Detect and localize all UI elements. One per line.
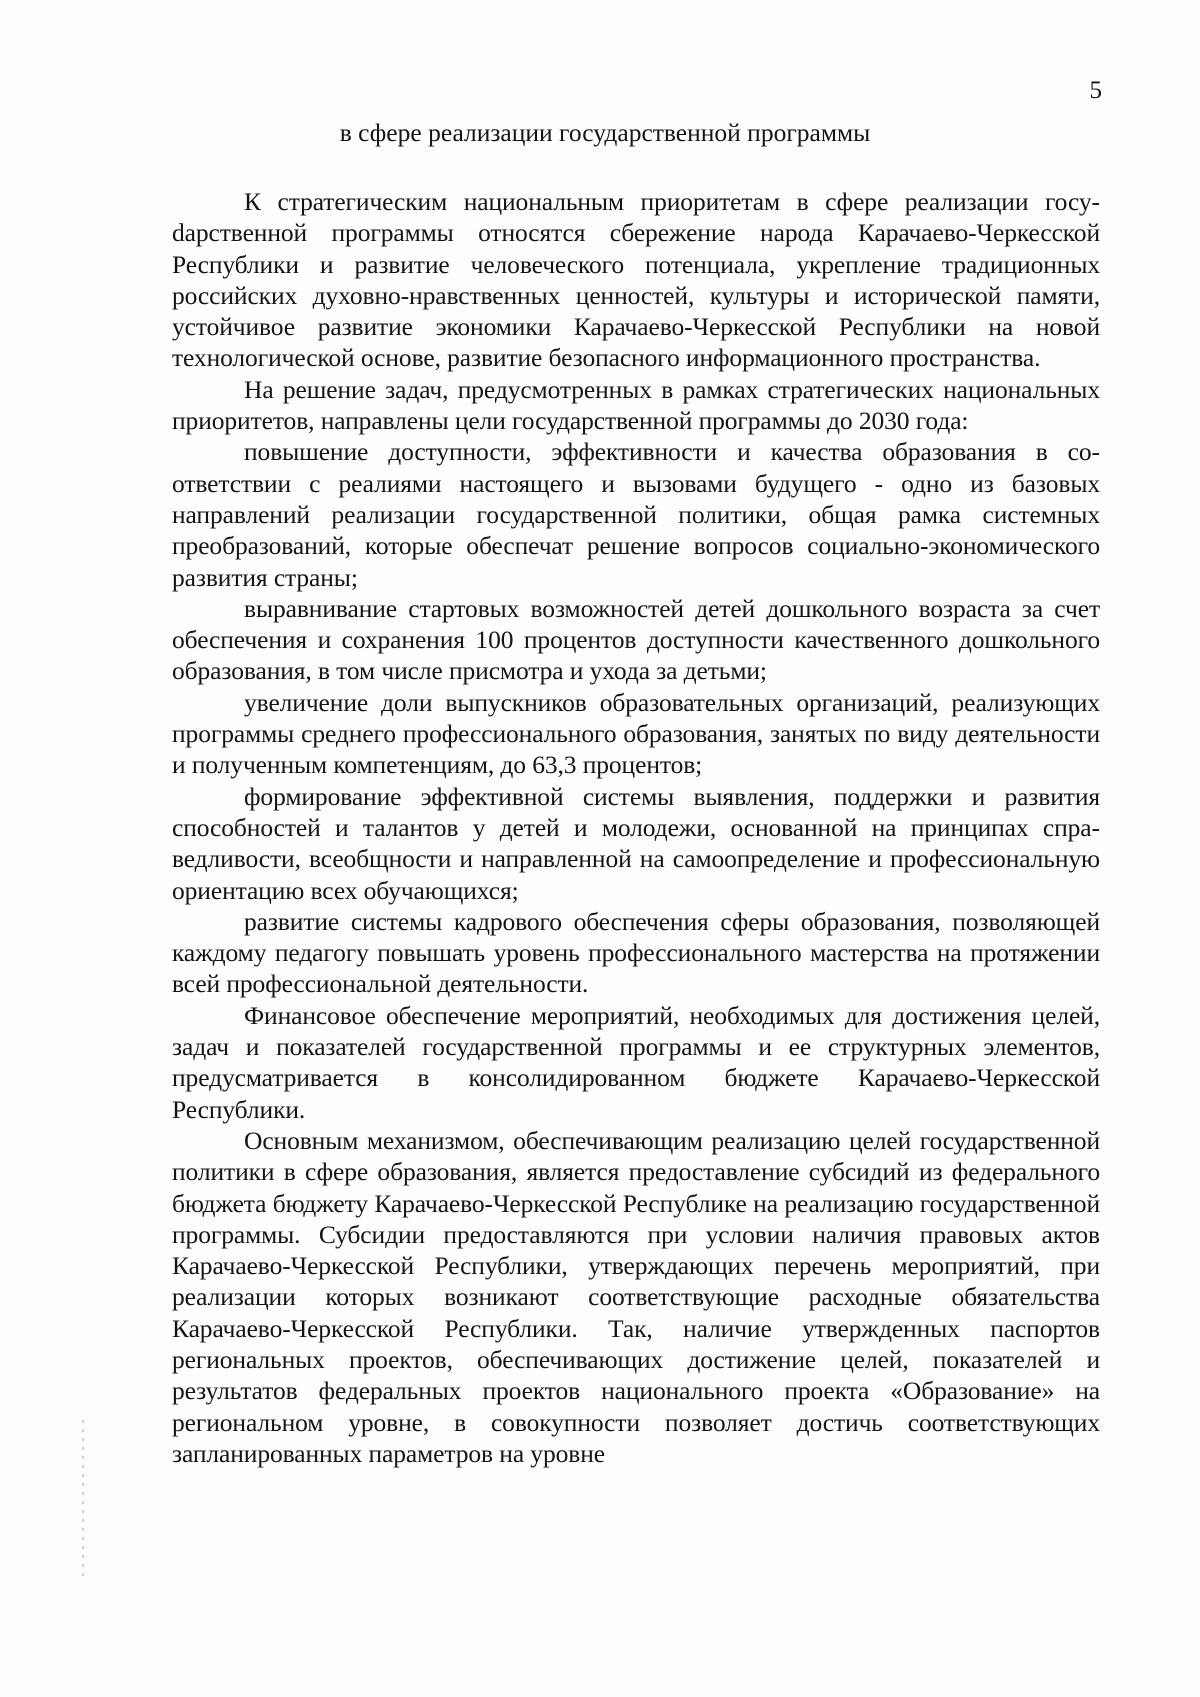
paragraph-goal-talents: формирование эффективной системы выявления, поддержки и развития способностей и талантов у детей и молодежи, основанной на принципах справедливости, всеобщности и направленной на самоопределение и профессиональную ориентацию всех обучающихся; xyxy=(172,781,1100,905)
paragraph-financing: Финансовое обеспечение мероприятий, необходимых для достижения целей, задач и показателей государственной программы и ее структурных элементов, предусматривается в консолидированном бюджете Карачаево-Черкесской Республики. xyxy=(172,1000,1100,1124)
paragraph-priorities: К стратегическим национальным приоритетам в сфере реализации госуdарственной программы относятся сбережение народа Карачаево-Черкесской Республики и развитие человеческого потенциала, укрепление традиционных российских духовно-нравственных ценностей, культуры и исторической памяти, устойчивое развитие экономики Карачаево-Черкесской Республики на новой технологической основе, развитие безопасного информационного пространства. xyxy=(172,187,1100,373)
paragraph-goals-intro: На решение задач, предусмотренных в рамках стратегических национальных приоритетов, направлены цели государственной программы до 2030 года: xyxy=(172,374,1100,436)
scan-margin-marks xyxy=(82,1420,84,1580)
body-text xyxy=(172,186,1100,1469)
paragraph-goal-education-quality: повышение доступности, эффективности и качества образования в соответствии с реалиями настоящего и вызовами будущего - одно из базовых направлений реализации государственной политики, общая рамка системных преобразований, которые обеспечат решение вопросов социально-экономического развития страны; xyxy=(172,437,1100,592)
paragraph-goal-preschool: выравнивание стартовых возможностей детей дошкольного возраста за счет обеспечения и сохранения 100 процентов доступности качественного дошкольного образования, в том числе присмотра и ухода за детьми; xyxy=(172,593,1100,686)
paragraph-goal-personnel: развитие системы кадрового обеспечения сферы образования, позволяющей каждому педагогу повышать уровень профессионального мастерства на протяжении всей профессиональной деятельности. xyxy=(172,906,1100,999)
paragraph-mechanism: Основным механизмом, обеспечивающим реализацию целей государственной политики в сфере образования, является предоставление субсидий из федерального бюджета бюджету Карачаево-Черкесской Республике на реализацию государственной программы. Субсидии предоставляются при условии наличия правовых актов Карачаево-Черкесской Республики, утверждающих перечень мероприятий, при реализации которых возникают соответствующие расходные обязательства Карачаево-Черкесской Республики. Так, наличие утвержденных паспортов региональных проектов, обеспечивающих достижение целей, показателей и результатов федеральных проектов национального проекта «Образование» на региональном уровне, в совокупности позволяет достичь соответствующих запланированных параметров на уровне xyxy=(172,1125,1100,1468)
section-heading: в сфере реализации государственной программы xyxy=(339,118,871,147)
paragraph-goal-graduates: увеличение доли выпускников образовательных организаций, реализующих программы среднего профессионального образования, занятых по виду деятельности и полученным компетенциям, до 63,3 процентов; xyxy=(172,687,1100,780)
page-number: 5 xyxy=(1089,77,1102,104)
